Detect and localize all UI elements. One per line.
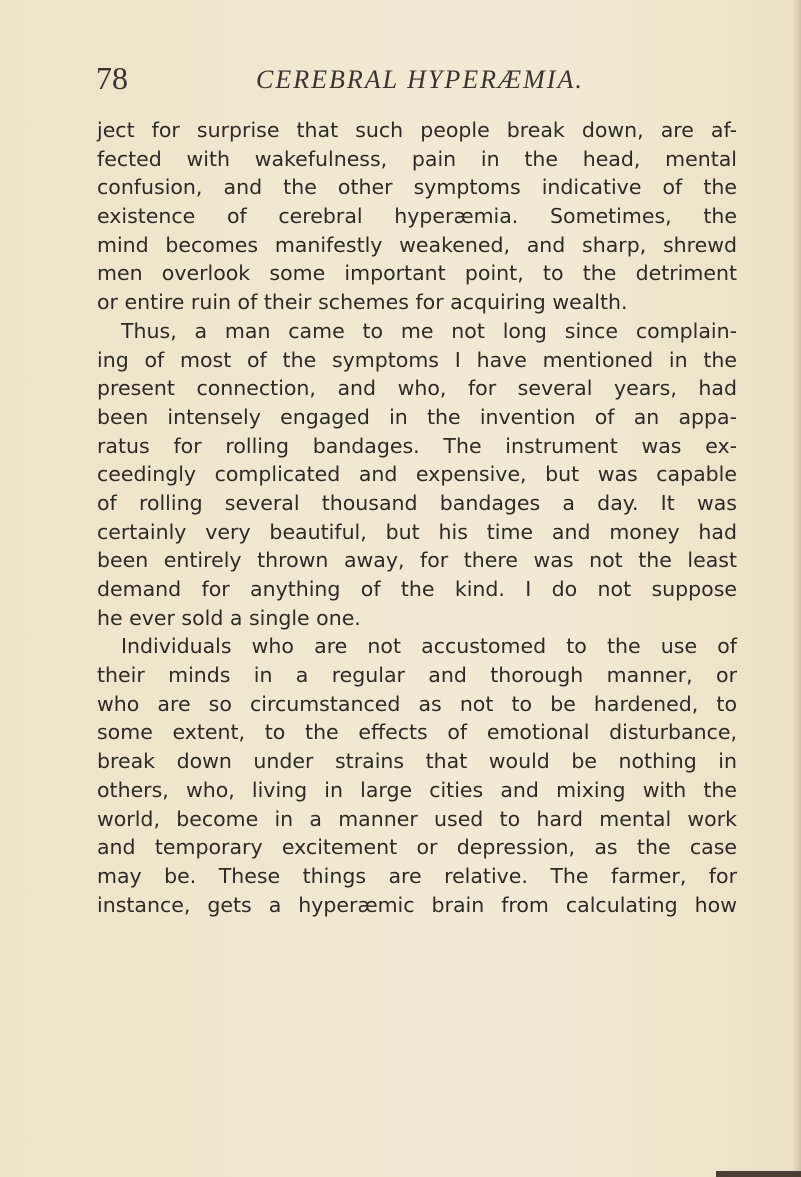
text-line: others, who, living in large cities and mixing with the (97, 777, 737, 802)
text-line: Thus, a man came to me not long since complain- (121, 318, 737, 343)
text-line: or entire ruin of their schemes for acquiring wealth. (97, 290, 628, 315)
text-line: fected with wakefulness, pain in the head, mental (97, 146, 737, 171)
text-line: instance, gets a hyperæmic brain from calculating how (97, 892, 737, 917)
page-number: 78 (96, 60, 128, 96)
text-line: of rolling several thousand bandages a day. It was (97, 490, 737, 515)
text-line: ject for surprise that such people break down, are af- (97, 118, 737, 142)
text-line: some extent, to the effects of emotional disturbance, (97, 720, 737, 745)
paragraph (97, 317, 737, 633)
text-line: world, become in a manner used to hard mental work (97, 806, 737, 831)
text-line: their minds in a regular and thorough manner, or (97, 663, 737, 688)
text-line: existence of cerebral hyperæmia. Sometimes, the (97, 204, 737, 229)
text-line: been entirely thrown away, for there was not the least (97, 548, 737, 573)
text-line: confusion, and the other symptoms indicative of the (97, 175, 737, 200)
text-line: been intensely engaged in the invention of an appa- (97, 404, 737, 429)
text-line: and temporary excitement or depression, as the case (97, 835, 737, 860)
text-line: present connection, and who, for several years, had (97, 376, 737, 401)
text-line: who are so circumstanced as not to be hardened, to (97, 691, 737, 716)
text-line: ceedingly complicated and expensive, but was capable (97, 462, 737, 487)
text-line: he ever sold a single one. (97, 605, 361, 630)
bottom-edge-mark (716, 1171, 801, 1177)
text-line: mind becomes manifestly weakened, and sharp, shrewd (97, 232, 737, 257)
text-line: demand for anything of the kind. I do not suppose (97, 577, 737, 601)
text-line: ratus for rolling bandages. The instrument was ex- (97, 433, 737, 458)
body-text (97, 116, 737, 919)
text-line: certainly very beautiful, but his time and money had (97, 519, 737, 544)
page-edge-shadow (793, 0, 801, 1177)
text-line: men overlook some important point, to the detriment (97, 261, 737, 286)
paragraph (97, 632, 737, 919)
paragraph (97, 116, 737, 317)
page-header (96, 60, 736, 100)
running-head: CEREBRAL HYPERÆMIA. (256, 65, 584, 94)
text-line: Individuals who are not accustomed to the use of (121, 634, 737, 659)
text-line: may be. These things are relative. The farmer, for (97, 863, 737, 888)
text-line: break down under strains that would be nothing in (97, 749, 737, 774)
text-line: ing of most of the symptoms I have mentioned in the (97, 347, 737, 372)
